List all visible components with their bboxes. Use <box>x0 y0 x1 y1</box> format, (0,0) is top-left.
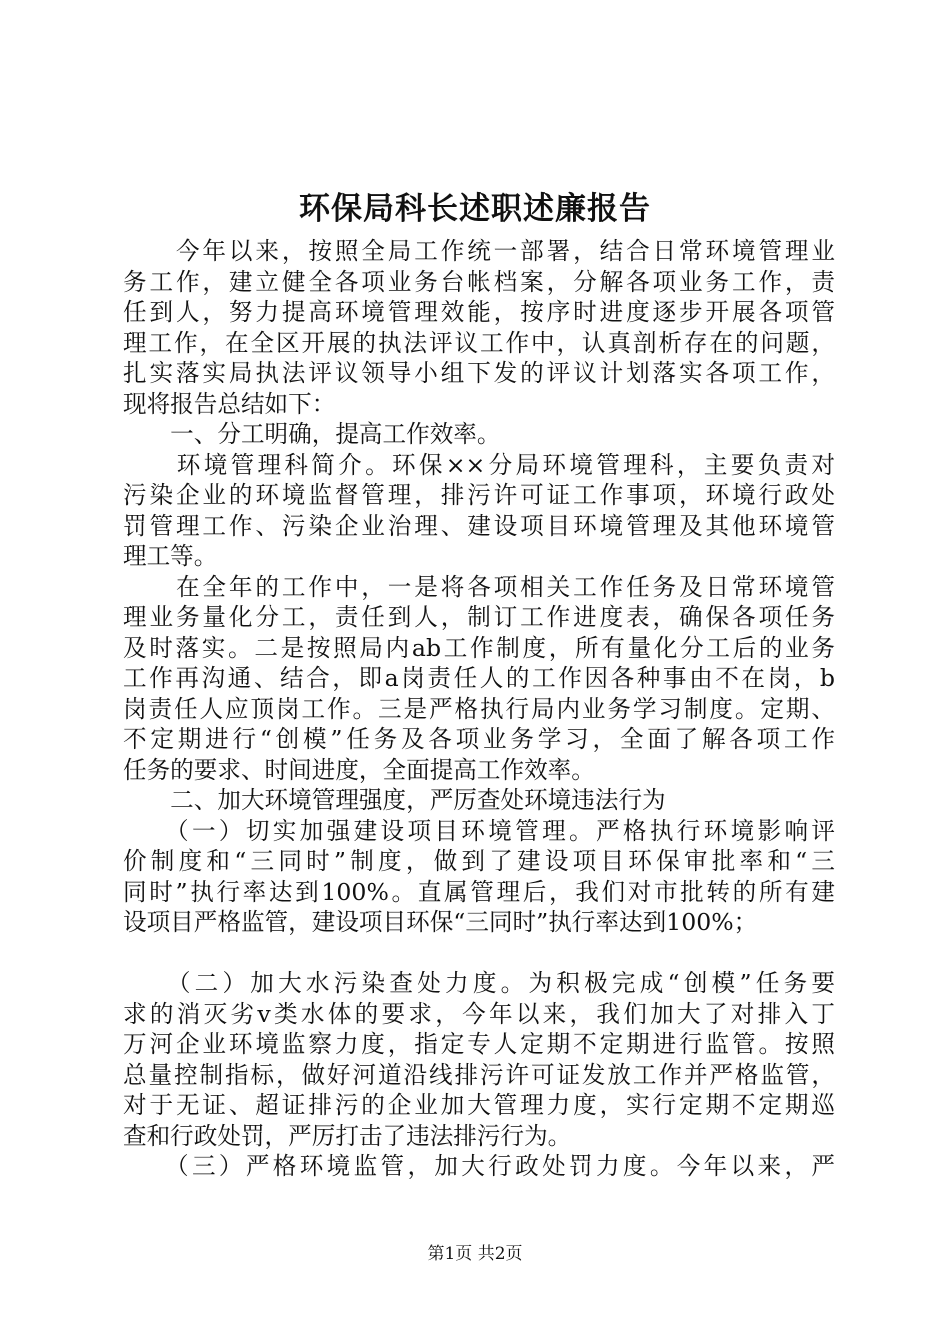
body-line: 不定期进行“创模”任务及各项业务学习，全面了解各项工作 <box>123 725 835 753</box>
body-line: 工作再沟通、结合，即a岗责任人的工作因各种事由不在岗，b <box>123 664 835 692</box>
body-line: 污染企业的环境监督管理，排污许可证工作事项，环境行政处 <box>123 481 835 509</box>
body-line: （一）切实加强建设项目环境管理。严格执行环境影响评 <box>123 816 835 845</box>
body-line: 今年以来，按照全局工作统一部署，结合日常环境管理业 <box>123 237 835 265</box>
body-line: 理业务量化分工，责任到人，制订工作进度表，确保各项任务 <box>123 603 835 631</box>
body-line: （二）加大水污染查处力度。为积极完成“创模”任务要 <box>123 969 835 997</box>
body-line: 现将报告总结如下： <box>123 389 336 418</box>
body-line: 岗责任人应顶岗工作。三是严格执行局内业务学习制度。定期、 <box>123 694 835 723</box>
body-line: 求的消灭劣v类水体的要求，今年以来，我们加大了对排入丁 <box>123 999 835 1028</box>
body-line: 价制度和“三同时”制度，做到了建设项目环保审批率和“三 <box>123 847 835 875</box>
section-heading: 一、分工明确，提高工作效率。 <box>123 420 501 448</box>
body-line: 设项目严格监管，建设项目环保“三同时”执行率达到100%； <box>123 908 758 936</box>
body-line: 及时落实。二是按照局内ab工作制度，所有量化分工后的业务 <box>123 633 835 662</box>
body-line: 万河企业环境监察力度，指定专人定期不定期进行监管。按照 <box>123 1030 835 1058</box>
body-line: 查和行政处罚，严厉打击了违法排污行为。 <box>123 1121 572 1150</box>
blank-line <box>123 938 835 969</box>
body-line: 扎实落实局执法评议领导小组下发的评议计划落实各项工作， <box>123 359 835 387</box>
body-line: 任务的要求、时间进度，全面提高工作效率。 <box>123 755 595 784</box>
page-footer: 第1页 共2页 <box>427 1244 523 1264</box>
body-line: 任到人，努力提高环境管理效能，按序时进度逐步开展各项管 <box>123 298 835 326</box>
body-line: 对于无证、超证排污的企业加大管理力度，实行定期不定期巡 <box>123 1091 835 1119</box>
body-line: 务工作，建立健全各项业务台帐档案，分解各项业务工作，责 <box>123 267 835 296</box>
document-title: 环保局科长述职述廉报告 <box>299 191 651 227</box>
body-line: 理工作，在全区开展的执法评议工作中，认真剖析存在的问题， <box>123 328 835 357</box>
body-line: 在全年的工作中，一是将各项相关工作任务及日常环境管 <box>123 572 835 601</box>
body-line: （三）严格环境监管，加大行政处罚力度。今年以来，严 <box>123 1152 835 1180</box>
body-line: 总量控制指标，做好河道沿线排污许可证发放工作并严格监管， <box>123 1060 835 1089</box>
body-line: 环境管理科简介。环保××分局环境管理科，主要负责对 <box>123 450 835 479</box>
body-line: 理工等。 <box>123 542 218 570</box>
body-line: 罚管理工作、污染企业治理、建设项目环境管理及其他环境管 <box>123 511 835 540</box>
document-body <box>123 236 835 1182</box>
section-heading: 二、加大环境管理强度，严厉查处环境违法行为 <box>123 786 666 814</box>
body-line: 同时”执行率达到100%。直属管理后，我们对市批转的所有建 <box>123 877 835 906</box>
